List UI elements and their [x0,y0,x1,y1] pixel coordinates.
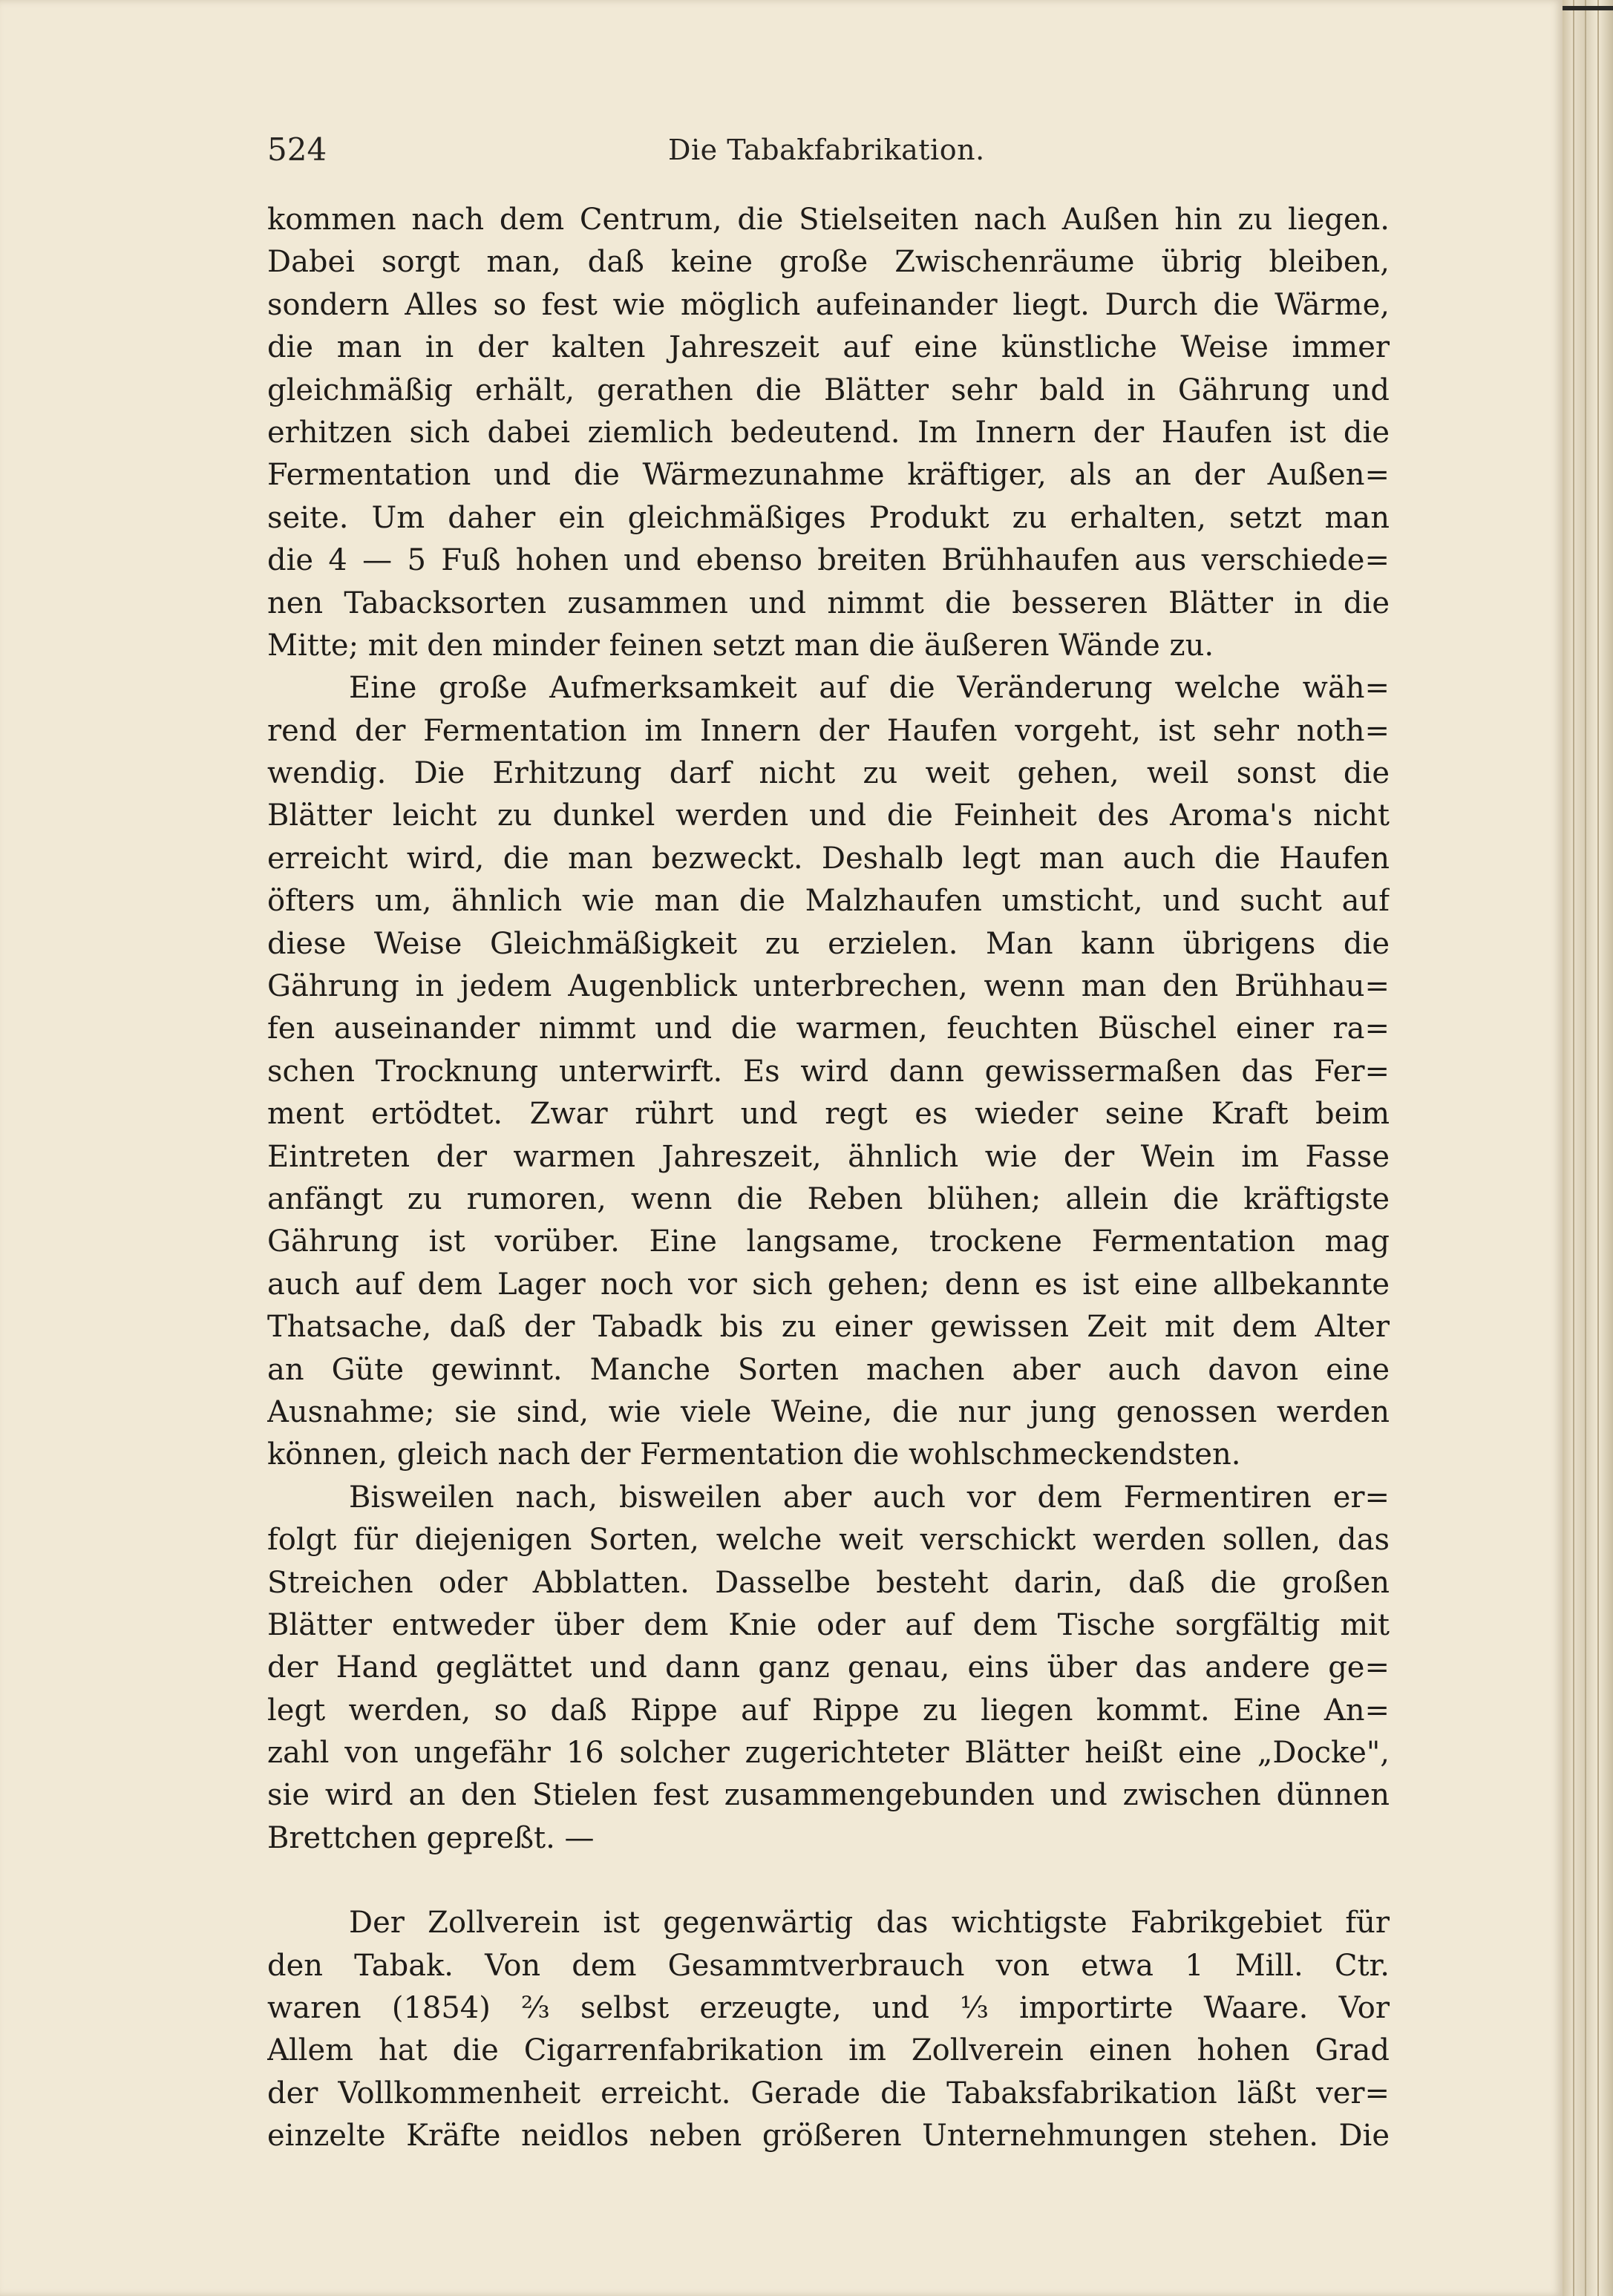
body-text [267,199,1390,2158]
paragraph [267,1902,1390,2157]
text-line: sondern Alles so fest wie möglich aufeinander liegt. Durch die Wärme, [267,287,1390,322]
section-gap [267,1860,1390,1902]
text-line: Streichen oder Abblatten. Dasselbe besteht darin, daß die großen [267,1565,1390,1600]
text-line: nen Tabacksorten zusammen und nimmt die besseren Blätter in die [267,586,1390,620]
text-line: Der Zollverein ist gegenwärtig das wichtigste Fabrikgebiet für [349,1906,1390,1941]
page-number: 524 [267,131,327,168]
text-line: Brettchen gepreßt. — [267,1820,595,1855]
text-line: an Güte gewinnt. Manche Sorten machen aber auch davon eine [267,1352,1390,1387]
text-line: zahl von ungefähr 16 solcher zugerichteter Blätter heißt eine „Docke", [267,1736,1390,1771]
text-line: auch auf dem Lager noch vor sich gehen; denn es ist eine allbekannte [267,1267,1390,1302]
paragraph [267,667,1390,1476]
text-line: gleichmäßig erhält, gerathen die Blätter sehr bald in Gährung und [267,373,1390,407]
text-line: folgt für diejenigen Sorten, welche weit verschickt werden sollen, das [267,1523,1390,1558]
text-line: anfängt zu rumoren, wenn die Reben blühen; allein die kräftigste [267,1181,1390,1216]
text-line: Eine große Aufmerksamkeit auf die Veränderung welche wäh= [349,671,1390,706]
text-line: den Tabak. Von dem Gesammtverbrauch von etwa 1 Mill. Ctr. [267,1948,1390,1983]
text-line: Gährung in jedem Augenblick unterbrechen, wenn man den Brühhau= [267,969,1390,1004]
text-line: Gährung ist vorüber. Eine langsame, trockene Fermentation mag [267,1224,1390,1259]
text-line: Blätter leicht zu dunkel werden und die Feinheit des Aroma's nicht [267,798,1390,833]
paragraph [267,1477,1390,1860]
text-line: Ausnahme; sie sind, wie viele Weine, die nur jung genossen werden [267,1394,1390,1429]
text-line: Eintreten der warmen Jahreszeit, ähnlich wie der Wein im Fasse [267,1139,1390,1174]
text-line: Allem hat die Cigarrenfabrikation im Zollverein einen hohen Grad [267,2033,1390,2068]
text-line: der Hand geglättet und dann ganz genau, eins über das andere ge= [267,1650,1390,1685]
text-line: erreicht wird, die man bezweckt. Deshalb legt man auch die Haufen [267,841,1390,876]
edge-line [1585,0,1586,2296]
text-line: Thatsache, daß der Tabadk bis zu einer gewissen Zeit mit dem Alter [267,1310,1390,1345]
text-line: können, gleich nach der Fermentation die wohlschmeckendsten. [267,1437,1241,1472]
text-line: sie wird an den Stielen fest zusammengebunden und zwischen dünnen [267,1778,1390,1813]
running-title: Die Tabakfabrikation. [668,134,985,166]
text-line: Bisweilen nach, bisweilen aber auch vor dem Fermentiren er= [349,1480,1390,1515]
text-line: ment ertödtet. Zwar rührt und regt es wieder seine Kraft beim [267,1097,1390,1132]
text-line: waren (1854) ⅔ selbst erzeugte, und ⅓ importirte Waare. Vor [267,1991,1390,2026]
text-line: die 4 — 5 Fuß hohen und ebenso breiten Brühhaufen aus verschiede= [267,543,1390,578]
text-line: Mitte; mit den minder feinen setzt man die äußeren Wände zu. [267,628,1214,663]
text-line: der Vollkommenheit erreicht. Gerade die Tabaksfabrikation läßt ver= [267,2076,1390,2110]
text-line: schen Trocknung unterwirft. Es wird dann gewissermaßen das Fer= [267,1054,1390,1089]
text-line: seite. Um daher ein gleichmäßiges Produkt zu erhalten, setzt man [267,500,1390,535]
text-line: wendig. Die Erhitzung darf nicht zu weit gehen, weil sonst die [267,756,1390,791]
text-line: rend der Fermentation im Innern der Haufen vorgeht, ist sehr noth= [267,713,1390,748]
text-line: fen auseinander nimmt und die warmen, feuchten Büschel einer ra= [267,1011,1390,1046]
edge-line [1597,0,1599,2296]
text-line: legt werden, so daß Rippe auf Rippe zu liegen kommt. Eine An= [267,1693,1390,1728]
text-line: die man in der kalten Jahreszeit auf eine künstliche Weise immer [267,330,1390,365]
text-line: einzelte Kräfte neidlos neben größeren Unternehmungen stehen. Die [267,2119,1390,2154]
text-line: öfters um, ähnlich wie man die Malzhaufen umsticht, und sucht auf [267,884,1390,919]
text-line: kommen nach dem Centrum, die Stielseiten nach Außen hin zu liegen. [267,203,1390,237]
text-line: Blätter entweder über dem Knie oder auf dem Tische sorgfältig mit [267,1607,1390,1642]
page-stack-edge [1563,0,1613,2296]
text-line: diese Weise Gleichmäßigkeit zu erzielen. Man kann übrigens die [267,926,1390,961]
edge-line [1573,0,1574,2296]
text-line: Fermentation und die Wärmezunahme kräftiger, als an der Außen= [267,458,1390,493]
page-header [267,128,1390,172]
top-edge-rule [1563,6,1613,10]
text-line: Dabei sorgt man, daß keine große Zwischenräume übrig bleiben, [267,245,1390,280]
paragraph [267,199,1390,667]
text-line: erhitzen sich dabei ziemlich bedeutend. Im Innern der Haufen ist die [267,415,1390,450]
